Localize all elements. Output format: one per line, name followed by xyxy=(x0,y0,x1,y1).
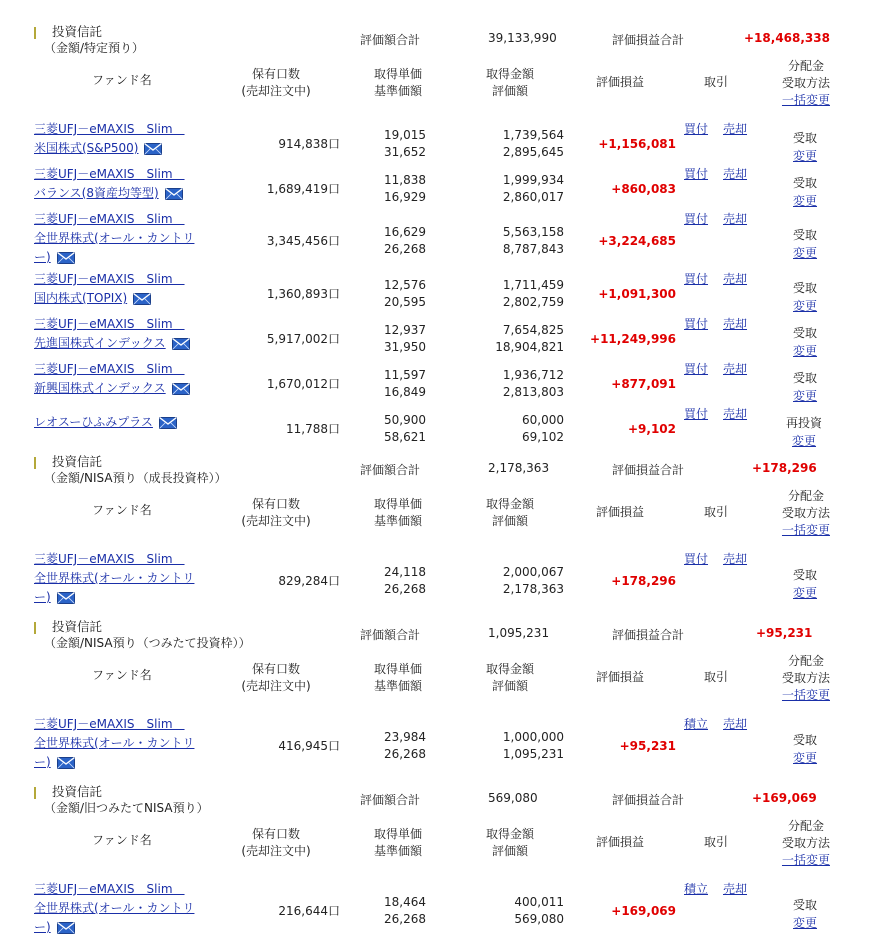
fund-row xyxy=(0,360,892,405)
fund-row xyxy=(0,880,892,940)
header-unit-price xyxy=(370,496,426,530)
buy-link[interactable]: 買付 xyxy=(684,167,709,181)
valuation-amount: 2,860,017 xyxy=(502,190,564,204)
sell-link[interactable]: 売却 xyxy=(723,272,748,286)
header-units xyxy=(238,66,314,100)
header-unit-price xyxy=(370,826,426,860)
bulk-change-link[interactable]: 一括変更 xyxy=(781,688,830,702)
unrealized-pl: +3,224,685 xyxy=(598,234,676,248)
unit-price-cell xyxy=(384,224,426,258)
section-marker xyxy=(34,622,36,634)
acquisition-amount: 400,011 xyxy=(514,895,564,909)
header-dist-line2: 受取方法 xyxy=(781,836,830,850)
units-held: 1,689,419口 xyxy=(266,182,340,196)
header-units xyxy=(238,826,314,860)
distribution-method: 受取 xyxy=(793,228,818,242)
change-link[interactable]: 変更 xyxy=(793,751,818,765)
mail-icon[interactable] xyxy=(57,922,75,934)
header-dist-line1: 分配金 xyxy=(787,654,824,668)
header-unit-price xyxy=(370,66,426,100)
amount-cell xyxy=(522,412,564,446)
section-subtitle: （金額/NISA預り（成長投資枠）） xyxy=(44,471,227,485)
fund-name-link-line2[interactable]: 全世界株式(オール・カントリ xyxy=(34,231,195,245)
sell-link[interactable]: 売却 xyxy=(723,552,748,566)
header-dist-line1: 分配金 xyxy=(787,819,824,833)
distribution-cell xyxy=(793,129,817,165)
unrealized-pl: +95,231 xyxy=(619,739,676,753)
section-marker xyxy=(34,787,36,799)
fund-name-line2 xyxy=(34,899,194,918)
total-value: 2,178,363 xyxy=(488,461,550,475)
header-units xyxy=(238,496,314,530)
fund-row xyxy=(0,120,892,165)
base-price: 16,849 xyxy=(384,385,426,399)
fund-name-link-line1[interactable]: 三菱UFJ－eMAXIS Slim xyxy=(34,552,185,566)
fund-name-link-line2[interactable]: 全世界株式(オール・カントリ xyxy=(34,736,195,750)
section-header xyxy=(0,782,892,822)
fund-name xyxy=(34,360,190,398)
header-dist-line1: 分配金 xyxy=(787,59,824,73)
header-units-line2: (売却注文中) xyxy=(241,844,311,858)
column-headers xyxy=(0,654,892,707)
header-unit-price-line2: 基準価額 xyxy=(373,514,422,528)
unit-price-cell xyxy=(384,564,426,598)
total-value-label: 評価額合計 xyxy=(360,793,421,807)
fund-name-link-line1[interactable]: 三菱UFJ－eMAXIS Slim xyxy=(34,362,185,376)
valuation-amount: 69,102 xyxy=(522,430,564,444)
header-unit-price-line1: 取得単価 xyxy=(373,827,422,841)
base-price: 26,268 xyxy=(384,582,426,596)
mail-icon[interactable] xyxy=(172,383,190,395)
fund-name-link-line2[interactable]: 国内株式(TOPIX) xyxy=(34,291,128,305)
fund-name xyxy=(34,880,194,937)
buy-link[interactable]: 買付 xyxy=(684,317,709,331)
column-headers xyxy=(0,59,892,112)
total-pl-label: 評価損益合計 xyxy=(612,33,685,47)
header-unit-price-line2: 基準価額 xyxy=(373,84,422,98)
buy-link[interactable]: 買付 xyxy=(684,272,709,286)
fund-name-link-line1[interactable]: 三菱UFJ－eMAXIS Slim xyxy=(34,882,185,896)
fund-name-line3 xyxy=(34,918,194,937)
section-subtitle: （金額/NISA預り（つみたて投資枠）） xyxy=(44,636,251,650)
distribution-cell xyxy=(793,279,817,315)
acquisition-amount: 1,999,934 xyxy=(502,173,564,187)
header-amount-line1: 取得金額 xyxy=(485,67,534,81)
change-link[interactable]: 変更 xyxy=(792,434,817,448)
units-held: 1,360,893口 xyxy=(266,287,340,301)
header-units-line1: 保有口数 xyxy=(251,827,300,841)
mail-icon[interactable] xyxy=(57,252,75,264)
sell-link[interactable]: 売却 xyxy=(723,212,748,226)
fund-name-link-line2[interactable]: 全世界株式(オール・カントリ xyxy=(34,901,195,915)
fund-name-line2 xyxy=(34,229,194,248)
change-link[interactable]: 変更 xyxy=(793,916,818,930)
header-fund-name: ファンド名 xyxy=(92,668,152,682)
change-link[interactable]: 変更 xyxy=(793,149,818,163)
acquisition-unit-price: 50,900 xyxy=(384,413,426,427)
units-held: 829,284口 xyxy=(278,574,340,588)
section-subtitle: （金額/特定預り） xyxy=(44,41,145,55)
valuation-amount: 18,904,821 xyxy=(495,340,564,354)
total-value: 39,133,990 xyxy=(488,31,557,45)
fund-name-link-line3[interactable]: ー) xyxy=(34,920,51,934)
fund-name-link-line3[interactable]: ー) xyxy=(34,755,51,769)
total-pl-label: 評価損益合計 xyxy=(612,463,685,477)
fund-name xyxy=(34,315,190,353)
mail-icon[interactable] xyxy=(165,188,183,200)
header-unit-price-line2: 基準価額 xyxy=(373,679,422,693)
unrealized-pl: +9,102 xyxy=(627,422,676,436)
sell-link[interactable]: 売却 xyxy=(723,122,748,136)
total-value: 569,080 xyxy=(488,791,538,805)
header-units-line2: (売却注文中) xyxy=(241,679,311,693)
distribution-method: 受取 xyxy=(793,733,818,747)
total-pl-value: +169,069 xyxy=(752,791,817,805)
bulk-change-link[interactable]: 一括変更 xyxy=(781,523,830,537)
fund-name xyxy=(34,715,194,772)
amount-cell xyxy=(495,322,564,356)
total-pl-value: +18,468,338 xyxy=(744,31,830,45)
header-units-line1: 保有口数 xyxy=(251,497,300,511)
total-value-label: 評価額合計 xyxy=(360,628,421,642)
fund-row xyxy=(0,550,892,610)
units-held: 11,788口 xyxy=(286,422,340,436)
column-headers xyxy=(0,489,892,542)
fund-name xyxy=(34,270,185,308)
fund-name-link-line3[interactable]: ー) xyxy=(34,590,51,604)
fund-name xyxy=(34,550,194,607)
sell-link[interactable]: 売却 xyxy=(723,317,748,331)
fund-name-link-line2[interactable]: 先進国株式インデックス xyxy=(34,336,166,350)
section-title: 投資信託 xyxy=(52,784,103,799)
fund-name-line1 xyxy=(34,413,177,432)
header-amount-line2: 評価額 xyxy=(491,844,528,858)
acquisition-amount: 1,739,564 xyxy=(502,128,564,142)
unrealized-pl: +860,083 xyxy=(611,182,676,196)
acquisition-unit-price: 16,629 xyxy=(384,225,426,239)
base-price: 26,268 xyxy=(384,242,426,256)
base-price: 26,268 xyxy=(384,912,426,926)
buy-link[interactable]: 買付 xyxy=(684,407,709,421)
header-units-line1: 保有口数 xyxy=(251,67,300,81)
unit-price-cell xyxy=(384,127,426,161)
buy-link[interactable]: 買付 xyxy=(684,122,709,136)
header-dist-line2: 受取方法 xyxy=(781,671,830,685)
distribution-cell xyxy=(793,226,817,262)
sell-link[interactable]: 売却 xyxy=(723,882,748,896)
fund-name xyxy=(34,210,194,267)
amount-cell xyxy=(503,224,564,258)
amount-cell xyxy=(503,729,564,763)
distribution-method: 再投資 xyxy=(786,416,823,430)
fund-row xyxy=(0,165,892,210)
units-held: 416,945口 xyxy=(278,739,340,753)
distribution-method: 受取 xyxy=(793,371,818,385)
header-units xyxy=(238,661,314,695)
header-amount-line2: 評価額 xyxy=(491,514,528,528)
header-distribution xyxy=(778,653,834,704)
distribution-method: 受取 xyxy=(793,326,818,340)
buy-link[interactable]: 積立 xyxy=(684,882,709,896)
header-unit-price-line1: 取得単価 xyxy=(373,67,422,81)
valuation-amount: 8,787,843 xyxy=(502,242,564,256)
fund-name xyxy=(34,413,177,432)
header-dist-line2: 受取方法 xyxy=(781,506,830,520)
buy-link[interactable]: 買付 xyxy=(684,552,709,566)
change-link[interactable]: 変更 xyxy=(793,246,818,260)
unrealized-pl: +11,249,996 xyxy=(590,332,676,346)
change-link[interactable]: 変更 xyxy=(793,194,818,208)
distribution-method: 受取 xyxy=(793,568,818,582)
header-pl: 評価損益 xyxy=(596,75,645,89)
header-pl: 評価損益 xyxy=(596,835,645,849)
fund-name-link-line1[interactable]: 三菱UFJ－eMAXIS Slim xyxy=(34,212,185,226)
base-price: 26,268 xyxy=(384,747,426,761)
header-fund-name: ファンド名 xyxy=(92,73,152,87)
fund-row xyxy=(0,405,892,450)
mail-icon[interactable] xyxy=(172,338,190,350)
base-price: 16,929 xyxy=(384,190,426,204)
units-held: 5,917,002口 xyxy=(266,332,340,346)
sell-link[interactable]: 売却 xyxy=(723,407,748,421)
acquisition-unit-price: 18,464 xyxy=(384,895,426,909)
amount-cell xyxy=(514,894,564,928)
header-unit-price xyxy=(370,661,426,695)
sell-link[interactable]: 売却 xyxy=(723,167,748,181)
distribution-cell xyxy=(793,174,817,210)
acquisition-unit-price: 19,015 xyxy=(384,128,426,142)
distribution-cell xyxy=(786,414,822,450)
header-pl: 評価損益 xyxy=(596,505,645,519)
acquisition-unit-price: 12,937 xyxy=(384,323,426,337)
mail-icon[interactable] xyxy=(159,417,177,429)
total-pl-label: 評価損益合計 xyxy=(612,793,685,807)
header-amount-line1: 取得金額 xyxy=(485,662,534,676)
distribution-method: 受取 xyxy=(793,898,818,912)
header-amount-line1: 取得金額 xyxy=(485,827,534,841)
units-held: 3,345,456口 xyxy=(266,234,340,248)
change-link[interactable]: 変更 xyxy=(793,299,818,313)
valuation-amount: 569,080 xyxy=(514,912,564,926)
header-amount-line1: 取得金額 xyxy=(485,497,534,511)
distribution-cell xyxy=(793,896,817,932)
acquisition-amount: 5,563,158 xyxy=(502,225,564,239)
fund-name-link-line3[interactable]: ー) xyxy=(34,250,51,264)
change-link[interactable]: 変更 xyxy=(793,344,818,358)
fund-name-link-line2[interactable]: バランス(8資産均等型) xyxy=(34,186,159,200)
sell-link[interactable]: 売却 xyxy=(723,717,748,731)
valuation-amount: 1,095,231 xyxy=(502,747,564,761)
base-price: 20,595 xyxy=(384,295,426,309)
fund-name-line2 xyxy=(34,139,185,158)
header-amount-line2: 評価額 xyxy=(491,84,528,98)
fund-name-line2 xyxy=(34,289,185,308)
fund-name-link-line1[interactable]: 三菱UFJ－eMAXIS Slim xyxy=(34,317,185,331)
base-price: 31,950 xyxy=(384,340,426,354)
amount-cell xyxy=(503,564,564,598)
fund-row xyxy=(0,210,892,270)
header-units-line2: (売却注文中) xyxy=(241,84,311,98)
sell-link[interactable]: 売却 xyxy=(723,362,748,376)
valuation-amount: 2,178,363 xyxy=(502,582,564,596)
header-units-line1: 保有口数 xyxy=(251,662,300,676)
section-header xyxy=(0,617,892,657)
section-header xyxy=(0,22,892,62)
fund-name-line3 xyxy=(34,753,194,772)
distribution-method: 受取 xyxy=(793,281,818,295)
acquisition-unit-price: 12,576 xyxy=(384,278,426,292)
acquisition-amount: 1,711,459 xyxy=(502,278,564,292)
amount-cell xyxy=(503,367,564,401)
units-held: 216,644口 xyxy=(278,904,340,918)
section-title: 投資信託 xyxy=(52,454,103,469)
header-amount-line2: 評価額 xyxy=(491,679,528,693)
acquisition-amount: 1,000,000 xyxy=(502,730,564,744)
fund-name-line3 xyxy=(34,248,194,267)
units-held: 914,838口 xyxy=(278,137,340,151)
header-trade: 取引 xyxy=(704,670,729,684)
valuation-amount: 2,813,803 xyxy=(502,385,564,399)
fund-name-line2 xyxy=(34,734,194,753)
acquisition-amount: 60,000 xyxy=(522,413,564,427)
header-trade: 取引 xyxy=(704,505,729,519)
bulk-change-link[interactable]: 一括変更 xyxy=(781,93,830,107)
header-trade: 取引 xyxy=(704,75,729,89)
distribution-method: 受取 xyxy=(793,176,818,190)
section-subtitle: （金額/旧つみたてNISA預り） xyxy=(44,801,209,815)
unit-price-cell xyxy=(384,729,426,763)
fund-name-link-line1[interactable]: 三菱UFJ－eMAXIS Slim xyxy=(34,167,185,181)
fund-row xyxy=(0,715,892,775)
fund-name xyxy=(34,120,185,158)
unit-price-cell xyxy=(384,322,426,356)
bulk-change-link[interactable]: 一括変更 xyxy=(781,853,830,867)
valuation-amount: 2,802,759 xyxy=(502,295,564,309)
fund-row xyxy=(0,315,892,360)
fund-row xyxy=(0,270,892,315)
header-fund-name: ファンド名 xyxy=(92,833,152,847)
header-fund-name: ファンド名 xyxy=(92,503,152,517)
unrealized-pl: +178,296 xyxy=(611,574,676,588)
base-price: 31,652 xyxy=(384,145,426,159)
unit-price-cell xyxy=(384,894,426,928)
distribution-cell xyxy=(793,324,817,360)
total-pl-value: +95,231 xyxy=(756,626,813,640)
fund-name-link-line2[interactable]: 米国株式(S&P500) xyxy=(34,141,139,155)
header-unit-price-line1: 取得単価 xyxy=(373,662,422,676)
unit-price-cell xyxy=(384,277,426,311)
header-distribution xyxy=(778,488,834,539)
distribution-cell xyxy=(793,369,817,405)
fund-name-line2 xyxy=(34,379,190,398)
acquisition-amount: 2,000,067 xyxy=(502,565,564,579)
fund-name-line3 xyxy=(34,588,194,607)
buy-link[interactable]: 買付 xyxy=(684,212,709,226)
fund-name-link-line1[interactable]: 三菱UFJ－eMAXIS Slim xyxy=(34,122,185,136)
unrealized-pl: +1,091,300 xyxy=(598,287,676,301)
section-title: 投資信託 xyxy=(52,24,103,39)
mail-icon[interactable] xyxy=(144,143,162,155)
acquisition-amount: 1,936,712 xyxy=(502,368,564,382)
total-value-label: 評価額合計 xyxy=(360,33,421,47)
units-held: 1,670,012口 xyxy=(266,377,340,391)
amount-cell xyxy=(503,172,564,206)
header-unit-price-line1: 取得単価 xyxy=(373,497,422,511)
change-link[interactable]: 変更 xyxy=(793,389,818,403)
total-value-label: 評価額合計 xyxy=(360,463,421,477)
header-dist-line2: 受取方法 xyxy=(781,76,830,90)
unit-price-cell xyxy=(384,172,426,206)
unrealized-pl: +169,069 xyxy=(611,904,676,918)
section-title: 投資信託 xyxy=(52,619,103,634)
unrealized-pl: +877,091 xyxy=(611,377,676,391)
fund-name-link-line1[interactable]: レオスーひふみプラス xyxy=(34,415,153,429)
acquisition-unit-price: 11,597 xyxy=(384,368,426,382)
fund-name-line2 xyxy=(34,334,190,353)
acquisition-unit-price: 24,118 xyxy=(384,565,426,579)
total-pl-value: +178,296 xyxy=(752,461,817,475)
fund-name-link-line1[interactable]: 三菱UFJ－eMAXIS Slim xyxy=(34,717,185,731)
distribution-cell xyxy=(793,566,817,602)
acquisition-amount: 7,654,825 xyxy=(502,323,564,337)
change-link[interactable]: 変更 xyxy=(793,586,818,600)
mail-icon[interactable] xyxy=(133,293,151,305)
section-marker xyxy=(34,27,36,39)
section-header xyxy=(0,452,892,492)
header-units-line2: (売却注文中) xyxy=(241,514,311,528)
buy-link[interactable]: 積立 xyxy=(684,717,709,731)
base-price: 58,621 xyxy=(384,430,426,444)
mail-icon[interactable] xyxy=(57,592,75,604)
header-dist-line1: 分配金 xyxy=(787,489,824,503)
distribution-method: 受取 xyxy=(793,131,818,145)
unit-price-cell xyxy=(384,412,426,446)
amount-cell xyxy=(503,127,564,161)
mail-icon[interactable] xyxy=(57,757,75,769)
header-amount xyxy=(482,496,538,530)
section-marker xyxy=(34,457,36,469)
header-amount xyxy=(482,826,538,860)
header-distribution xyxy=(778,818,834,869)
fund-name-line2 xyxy=(34,184,185,203)
unrealized-pl: +1,156,081 xyxy=(598,137,676,151)
acquisition-unit-price: 23,984 xyxy=(384,730,426,744)
fund-name-link-line2[interactable]: 全世界株式(オール・カントリ xyxy=(34,571,195,585)
fund-name xyxy=(34,165,185,203)
buy-link[interactable]: 買付 xyxy=(684,362,709,376)
valuation-amount: 2,895,645 xyxy=(502,145,564,159)
fund-name-link-line1[interactable]: 三菱UFJ－eMAXIS Slim xyxy=(34,272,185,286)
header-unit-price-line2: 基準価額 xyxy=(373,844,422,858)
column-headers xyxy=(0,819,892,872)
acquisition-unit-price: 11,838 xyxy=(384,173,426,187)
header-amount xyxy=(482,66,538,100)
header-trade: 取引 xyxy=(704,835,729,849)
header-amount xyxy=(482,661,538,695)
fund-name-line2 xyxy=(34,569,194,588)
header-distribution xyxy=(778,58,834,109)
distribution-cell xyxy=(793,731,817,767)
fund-name-link-line2[interactable]: 新興国株式インデックス xyxy=(34,381,166,395)
total-value: 1,095,231 xyxy=(488,626,550,640)
unit-price-cell xyxy=(384,367,426,401)
header-pl: 評価損益 xyxy=(596,670,645,684)
amount-cell xyxy=(503,277,564,311)
total-pl-label: 評価損益合計 xyxy=(612,628,685,642)
